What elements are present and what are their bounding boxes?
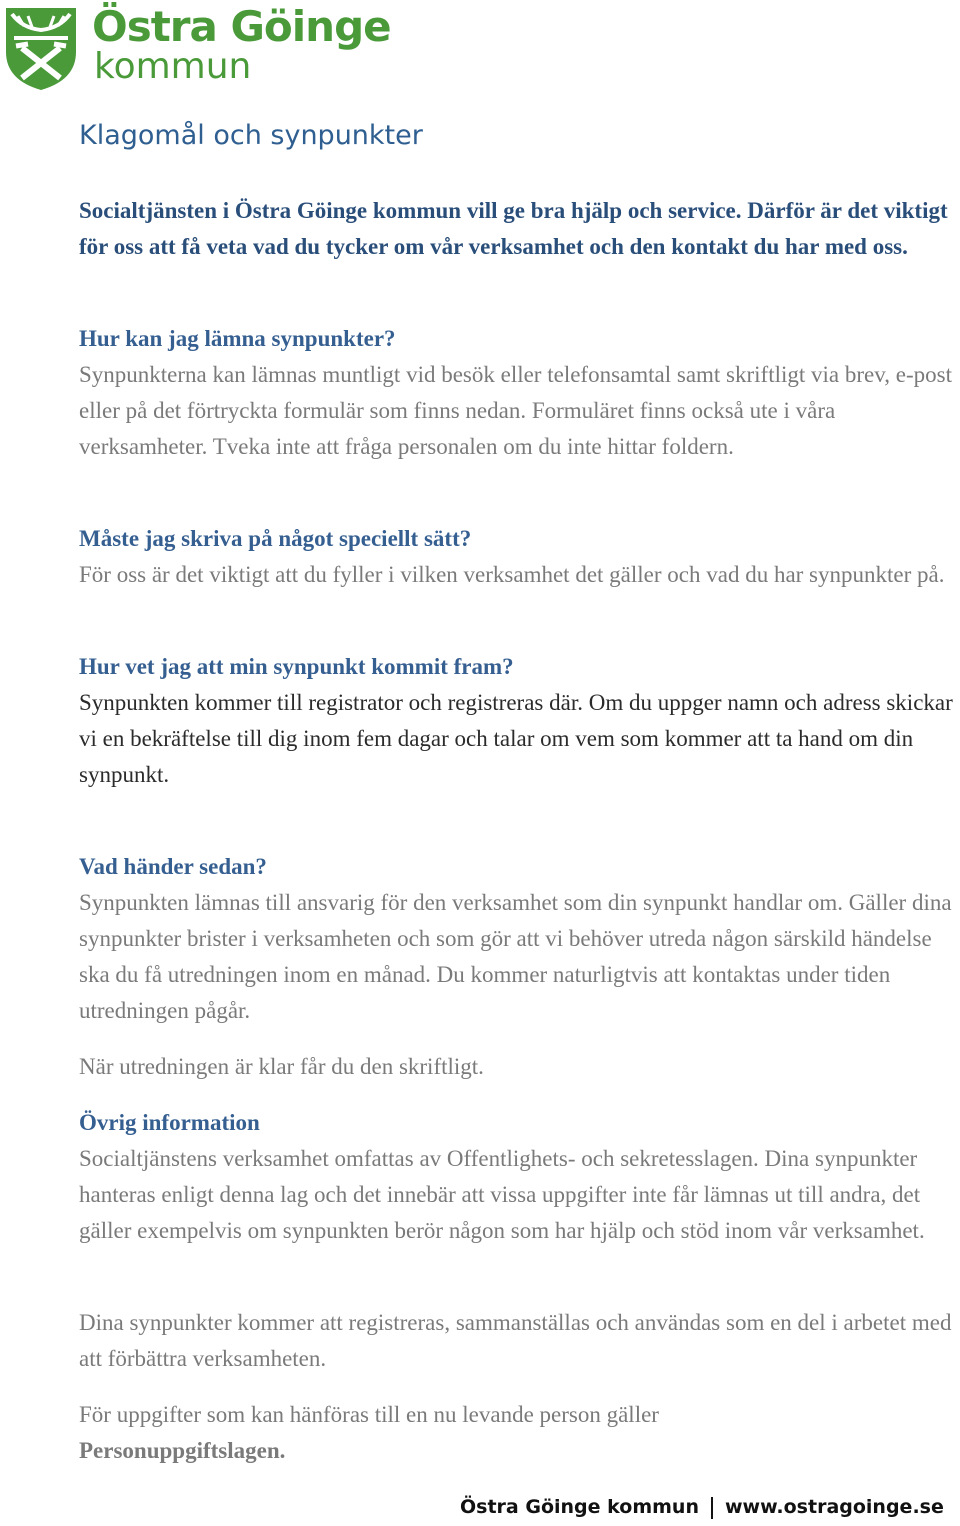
intro-paragraph: Socialtjänsten i Östra Göinge kommun vill ge bra hjälp och service. Därför är det viktigt för oss att få veta vad du tycker om vår verksamhet och den kontakt du har med oss. [79, 198, 948, 259]
section-title-other: Övrig information [79, 1110, 260, 1135]
footer-url[interactable]: www.ostragoinge.se [724, 1496, 944, 1518]
section-text-received: Synpunkten kommer till registrator och registreras där. Om du uppger namn och adress skickar vi en bekräftelse till dig inom fem dagar och talar om vem som kommer att ta hand om din synpunkt. [79, 690, 953, 787]
logo-name-line2: kommun [94, 46, 252, 87]
section-text-other-3 [79, 1397, 959, 1469]
logo-name-line1: Östra Göinge [92, 2, 391, 51]
section-title-how: Hur kan jag lämna synpunkter? [79, 326, 396, 351]
section-text-next-2: När utredningen är klar får du den skriftligt. [79, 1054, 484, 1079]
coat-of-arms-icon [2, 4, 80, 92]
pul-law-name: Personuppgiftslagen. [79, 1438, 286, 1463]
section-text-how: Synpunkterna kan lämnas muntligt vid besök eller telefonsamtal samt skriftligt via brev, e-post eller på det förtryckta formulär som finns nedan. Formuläret finns också ute i våra verksamheter. Tveka inte att fråga personalen om du inte hittar foldern. [79, 362, 952, 459]
pul-intro-text: För uppgifter som kan hänföras till en nu levande person gäller [79, 1402, 659, 1427]
section-text-other-2: Dina synpunkter kommer att registreras, sammanställas och användas som en del i arbetet med att förbättra verksamheten. [79, 1310, 952, 1371]
footer-divider [711, 1497, 713, 1519]
section-title-format: Måste jag skriva på något speciellt sätt? [79, 526, 472, 551]
section-title-received: Hur vet jag att min synpunkt kommit fram? [79, 654, 514, 679]
section-title-next: Vad händer sedan? [79, 854, 267, 879]
footer-org-name: Östra Göinge kommun [460, 1496, 699, 1518]
section-text-next: Synpunkten lämnas till ansvarig för den verksamhet som din synpunkt handlar om. Gäller dina synpunkter brister i verksamheten och som gör att vi behöver utreda någon särskild händelse ska du få utredningen inom en månad. Du kommer naturligtvis att kontaktas under tiden utredningen pågår. [79, 890, 952, 1023]
section-text-other: Socialtjänstens verksamhet omfattas av Offentlighets- och sekretesslagen. Dina synpunkter hanteras enligt denna lag och det innebär att vissa uppgifter inte får lämnas ut till andra, det gäller exempelvis om synpunkten berör någon som har hjälp och stöd inom vår verksamhet. [79, 1146, 925, 1243]
municipality-logo [0, 0, 391, 96]
page-title: Klagomål och synpunkter [79, 120, 423, 151]
section-text-format: För oss är det viktigt att du fyller i vilken verksamhet det gäller och vad du har synpunkter på. [79, 562, 945, 587]
page-footer [460, 1496, 944, 1519]
